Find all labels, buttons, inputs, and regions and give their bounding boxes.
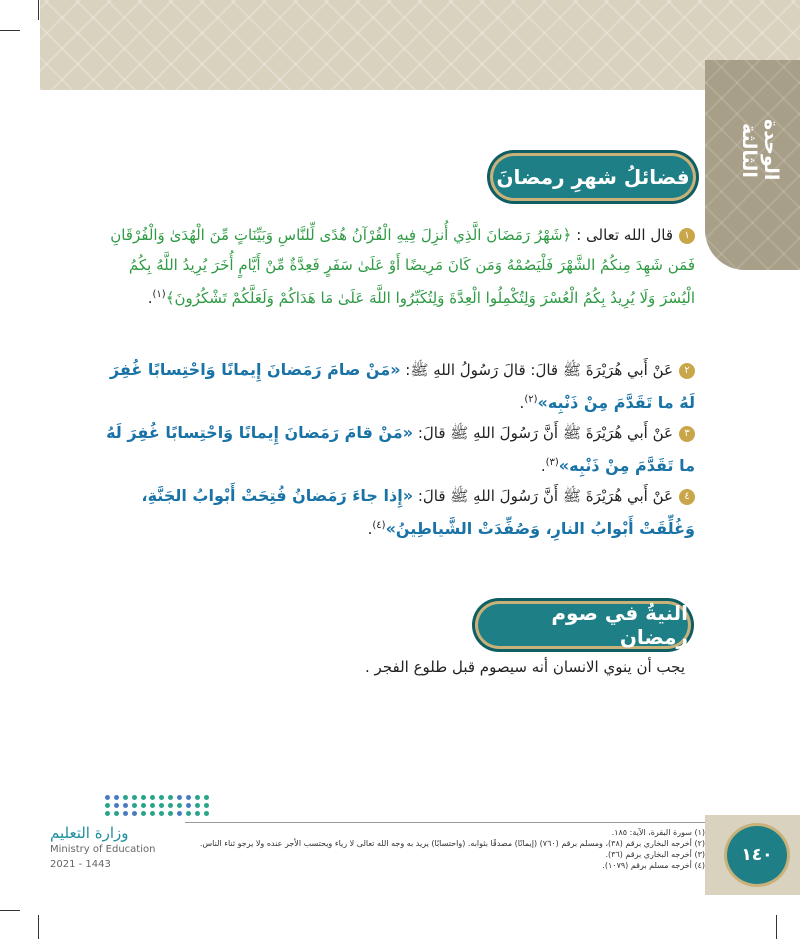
- footnote-ref: (٣): [545, 457, 559, 468]
- hadith-text: «مَنْ قامَ رَمَضانَ إِيمانًا وَاحْتِسابًا غُفِرَ لَهُ ما تَقَدَّمَ مِنْ ذَنْبِه»: [106, 423, 695, 475]
- footnote-ref: (٤): [372, 520, 386, 531]
- hadith-text: «إِذا جاءَ رَمَضانُ فُتِحَتْ أَبْوابُ الجَنَّةِ، وَغُلِّقَتْ أَبْوابُ النارِ، وَصُفِّدَتْ الشَّياطِينُ»: [141, 486, 695, 538]
- crop-mark: [38, 915, 39, 939]
- crop-mark: [0, 910, 20, 911]
- item-suffix: .: [540, 457, 546, 475]
- section-title-banner: [493, 156, 693, 198]
- footnote-ref: (٢): [524, 394, 538, 405]
- footnote: (٣) أخرجه البخاري برقم (٣٦).: [605, 850, 705, 859]
- quran-verse: ﴿شَهْرُ رَمَضَانَ الَّذِي أُنزِلَ فِيهِ الْقُرْآنُ هُدًى لِّلنَّاسِ وَبَيِّنَاتٍ مِّنَ الْهُدَىٰ وَالْفُرْقَانِ فَمَن شَهِدَ مِنكُمُ الشَّهْرَ فَلْيَصُمْهُ وَمَن كَانَ مَرِيضًا أَوْ عَلَىٰ سَفَرٍ فَعِدَّةٌ مِّنْ أَيَّامٍ أُخَرَ يُرِيدُ اللَّهُ بِكُمُ الْيُسْرَ وَلَا يُرِيدُ بِكُمُ الْعُسْرَ وَلِتُكْمِلُوا الْعِدَّةَ وَلِتُكَبِّرُوا اللَّهَ عَلَىٰ مَا هَدَاكُمْ وَلَعَلَّكُمْ تَشْكُرُونَ﴾: [110, 226, 695, 307]
- page-number: ١٤٠: [727, 826, 787, 884]
- edition-year: 2021 - 1443: [50, 859, 111, 870]
- ministry-logo: [50, 795, 200, 870]
- item-suffix: .: [147, 289, 153, 307]
- footnote: (٤) أخرجه مسلم برقم (١٠٧٩).: [602, 861, 705, 870]
- section-title: النيةُ في صوم رمضان: [551, 601, 688, 649]
- item-number-badge: ٣: [679, 426, 695, 442]
- item-prefix: قال الله تعالى :: [571, 226, 673, 244]
- crop-mark: [38, 0, 39, 20]
- footnote-ref: (١): [152, 289, 166, 300]
- footnotes: [185, 822, 705, 871]
- crop-mark: [0, 30, 20, 31]
- crop-mark: [776, 915, 777, 939]
- section-title-banner: [478, 601, 688, 649]
- intention-text: يجب أن ينوي الانسان أنه سيصوم قبل طلوع الفجر .: [365, 658, 685, 676]
- list-item: [105, 355, 695, 418]
- item-number-badge: ١: [679, 228, 695, 244]
- section-title: فضائلُ شهرِ رمضانَ: [496, 165, 690, 189]
- item-number-badge: ٢: [679, 363, 695, 379]
- footnote: (٢) أخرجه البخاري برقم (٣٨)، ومسلم برقم (٧٦٠) (إيمانًا) مصدقًا بثوابه. (واحتسابًا) يريد به وجه الله تعالى لا رياء ويحتسب الأجر عنده ولا يرجو ثناء الناس.: [199, 839, 705, 848]
- item-prefix: عَنْ أَبي هُرَيْرَةَ ﷺ أَنَّ رَسُولَ اللهِ ﷺ قالَ:: [413, 487, 673, 505]
- item-number-badge: ٤: [679, 489, 695, 505]
- ministry-name-arabic: وزارة التعليم: [50, 824, 129, 842]
- ministry-name-english: Ministry of Education: [50, 844, 156, 855]
- item-prefix: عَنْ أَبي هُرَيْرَةَ ﷺ قالَ: قالَ رَسُولُ اللهِ ﷺ:: [400, 361, 673, 379]
- list-item: [105, 481, 695, 544]
- item-prefix: عَنْ أَبي هُرَيْرَةَ ﷺ أَنَّ رَسُولَ اللهِ ﷺ قالَ:: [413, 424, 673, 442]
- footnote: (١) سورة البقرة، الآية: ١٨٥.: [611, 828, 705, 837]
- list-item: [105, 220, 695, 313]
- item-suffix: .: [519, 394, 525, 412]
- hadith-text: «مَنْ صامَ رَمَضانَ إِيمانًا وَاحْتِسابًا غُفِرَ لَهُ ما تَقَدَّمَ مِنْ ذَنْبِه»: [109, 360, 695, 412]
- logo-dots-icon: [105, 795, 200, 816]
- header-pattern-band: [40, 0, 800, 90]
- item-suffix: .: [367, 520, 373, 538]
- unit-label: الوحدة الثالثة: [738, 119, 782, 181]
- list-item: [105, 418, 695, 481]
